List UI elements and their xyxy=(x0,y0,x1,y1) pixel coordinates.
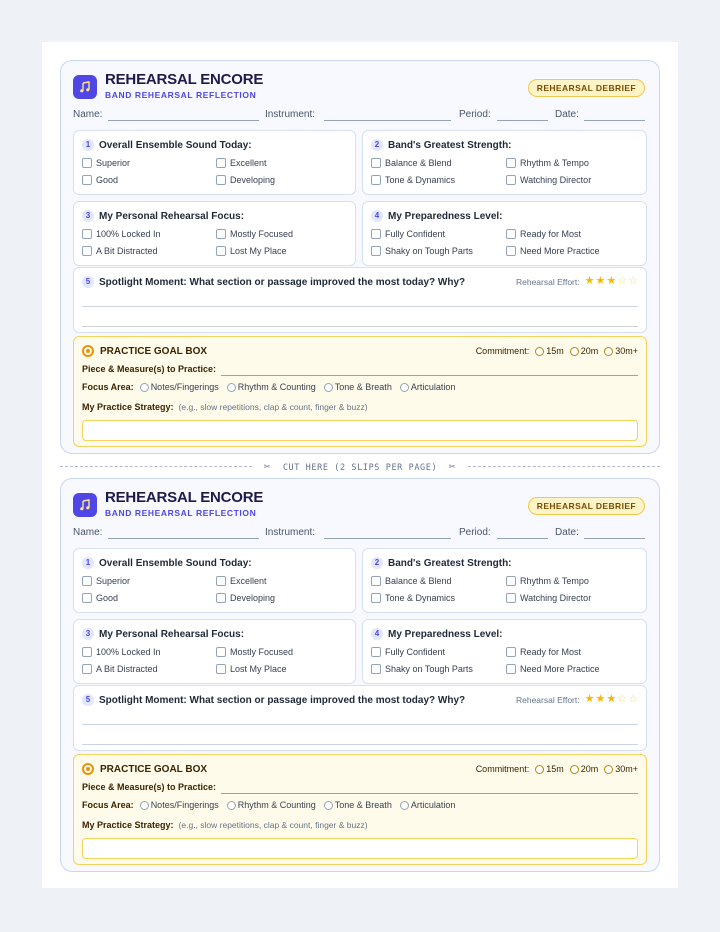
cut-instruction xyxy=(60,460,660,473)
option-label: Articulation xyxy=(410,382,456,392)
option-label: Good xyxy=(96,593,119,603)
name-field[interactable] xyxy=(108,120,259,121)
question-3-box xyxy=(73,201,356,266)
option-label: 15m xyxy=(546,764,564,774)
option-label: 100% Locked In xyxy=(96,229,161,239)
checkbox[interactable] xyxy=(506,593,516,603)
radio[interactable] xyxy=(324,801,333,810)
period-field[interactable] xyxy=(497,120,548,121)
checkbox[interactable] xyxy=(216,229,226,239)
option-label: Tone & Dynamics xyxy=(385,175,456,185)
option-label: Tone & Breath xyxy=(334,800,392,810)
star-icon[interactable]: ☆ xyxy=(617,693,628,705)
option-label: A Bit Distracted xyxy=(96,246,158,256)
question-3-heading xyxy=(82,628,244,640)
commitment-label: Commitment: xyxy=(475,346,530,356)
q1-option-good[interactable] xyxy=(82,593,118,603)
option-label: Mostly Focused xyxy=(230,647,294,657)
question-5-box xyxy=(73,267,647,333)
q4-option-shaky[interactable] xyxy=(371,664,473,674)
option-label: Watching Director xyxy=(520,593,592,603)
option-label: Fully Confident xyxy=(385,647,446,657)
question-2-heading xyxy=(371,557,512,569)
option-label: Superior xyxy=(96,158,131,168)
question-5-heading xyxy=(82,694,465,706)
radio[interactable] xyxy=(535,347,544,356)
question-5-title: Spotlight Moment: What section or passage improved the most today? Why? xyxy=(99,276,466,288)
checkbox[interactable] xyxy=(216,593,226,603)
question-4-title: My Preparedness Level: xyxy=(388,210,503,222)
strategy-label: My Practice Strategy: xyxy=(82,820,174,830)
q2-option-balance[interactable] xyxy=(371,158,452,168)
question-3-heading xyxy=(82,210,244,222)
option-label: Shaky on Tough Parts xyxy=(385,246,473,256)
option-label: Tone & Breath xyxy=(334,382,392,392)
strategy-hint: (e.g., slow repetitions, clap & count, finger & buzz) xyxy=(178,820,368,830)
option-label: Ready for Most xyxy=(520,229,582,239)
question-5-title: Spotlight Moment: What section or passage improved the most today? Why? xyxy=(99,694,466,706)
q4-option-confident[interactable] xyxy=(371,229,445,239)
option-label: Developing xyxy=(230,175,276,185)
cut-text: CUT HERE (2 SLIPS PER PAGE) xyxy=(282,463,438,473)
option-label: Good xyxy=(96,175,119,185)
question-3-box xyxy=(73,619,356,684)
answer-line-2[interactable] xyxy=(82,326,638,327)
goal-heading xyxy=(82,763,207,775)
question-2-box xyxy=(362,130,647,195)
checkbox[interactable] xyxy=(371,246,381,256)
music-note-icon xyxy=(73,75,97,99)
q4-option-ready[interactable] xyxy=(506,647,581,657)
radio[interactable] xyxy=(140,383,149,392)
answer-line-1[interactable] xyxy=(82,306,638,307)
reflection-slip-2 xyxy=(60,478,660,872)
instrument-label: Instrument: xyxy=(265,527,316,538)
star-icon[interactable]: ☆ xyxy=(628,693,638,705)
option-label: Tone & Dynamics xyxy=(385,593,456,603)
option-label: Fully Confident xyxy=(385,229,446,239)
question-2-title: Band's Greatest Strength: xyxy=(388,557,512,569)
checkbox[interactable] xyxy=(216,158,226,168)
checkbox[interactable] xyxy=(506,664,516,674)
strategy-row xyxy=(82,402,368,412)
question-1-title: Overall Ensemble Sound Today: xyxy=(99,139,252,151)
question-1-heading xyxy=(82,557,252,569)
star-icon[interactable]: ★ xyxy=(606,275,617,287)
checkbox[interactable] xyxy=(506,647,516,657)
q4-option-shaky[interactable] xyxy=(371,246,473,256)
piece-label: Piece & Measure(s) to Practice: xyxy=(82,782,217,792)
answer-line-2[interactable] xyxy=(82,744,638,745)
debrief-badge: REHEARSAL DEBRIEF xyxy=(528,497,645,515)
option-label: Balance & Blend xyxy=(385,158,452,168)
option-label: 100% Locked In xyxy=(96,647,161,657)
checkbox[interactable] xyxy=(82,664,92,674)
debrief-badge: REHEARSAL DEBRIEF xyxy=(528,79,645,97)
q3-option-distracted[interactable] xyxy=(82,246,158,256)
star-icon[interactable]: ★ xyxy=(606,693,617,705)
rehearsal-effort-rating xyxy=(516,694,638,705)
radio[interactable] xyxy=(570,765,579,774)
question-number: 5 xyxy=(82,276,94,288)
commitment-option-15m[interactable] xyxy=(535,346,564,356)
option-label: Mostly Focused xyxy=(230,229,294,239)
star-icon[interactable]: ★ xyxy=(584,693,595,705)
period-field[interactable] xyxy=(497,538,548,539)
option-label: Notes/Fingerings xyxy=(150,382,219,392)
slip-header xyxy=(73,71,647,103)
q4-option-confident[interactable] xyxy=(371,647,445,657)
question-number: 4 xyxy=(371,210,383,222)
answer-line-1[interactable] xyxy=(82,724,638,725)
option-label: Balance & Blend xyxy=(385,576,452,586)
star-icon[interactable]: ☆ xyxy=(617,275,628,287)
slip-header xyxy=(73,489,647,521)
checkbox[interactable] xyxy=(506,246,516,256)
date-field[interactable] xyxy=(584,120,645,121)
question-4-heading xyxy=(371,628,503,640)
piece-field[interactable] xyxy=(221,793,638,794)
checkbox[interactable] xyxy=(82,647,92,657)
goal-title: PRACTICE GOAL BOX xyxy=(100,763,208,775)
slip-title: REHEARSAL ENCORE xyxy=(105,71,264,88)
commitment-selector xyxy=(476,764,638,774)
checkbox[interactable] xyxy=(216,647,226,657)
piece-field[interactable] xyxy=(221,375,638,376)
q1-option-developing[interactable] xyxy=(216,175,275,185)
option-label: Ready for Most xyxy=(520,647,582,657)
radio[interactable] xyxy=(604,347,613,356)
question-number: 2 xyxy=(371,557,383,569)
focus-option-articulation[interactable] xyxy=(400,800,456,810)
q3-option-lost-place[interactable] xyxy=(216,664,287,674)
focus-option-notes[interactable] xyxy=(140,800,219,810)
music-note-icon xyxy=(73,493,97,517)
q4-option-need-practice[interactable] xyxy=(506,246,600,256)
focus-option-rhythm[interactable] xyxy=(227,382,316,392)
commitment-option-20m[interactable] xyxy=(570,346,599,356)
checkbox[interactable] xyxy=(371,158,381,168)
q3-option-lost-place[interactable] xyxy=(216,246,287,256)
option-label: Notes/Fingerings xyxy=(150,800,219,810)
commitment-option-20m[interactable] xyxy=(570,764,599,774)
focus-area-options xyxy=(82,382,463,392)
question-2-title: Band's Greatest Strength: xyxy=(388,139,512,151)
option-label: Watching Director xyxy=(520,175,592,185)
strategy-input[interactable] xyxy=(82,838,638,859)
checkbox[interactable] xyxy=(506,576,516,586)
scissors-icon: ✂ xyxy=(263,460,272,473)
practice-goal-box xyxy=(73,336,647,447)
period-label: Period: xyxy=(459,109,491,120)
checkbox[interactable] xyxy=(216,246,226,256)
commitment-selector xyxy=(476,346,638,356)
slip-title: REHEARSAL ENCORE xyxy=(105,489,264,506)
question-5-box xyxy=(73,685,647,751)
q1-option-excellent[interactable] xyxy=(216,158,267,168)
option-label: Rhythm & Tempo xyxy=(520,576,589,586)
radio[interactable] xyxy=(324,383,333,392)
focus-option-rhythm[interactable] xyxy=(227,800,316,810)
checkbox[interactable] xyxy=(82,576,92,586)
target-icon xyxy=(82,763,94,775)
q1-option-good[interactable] xyxy=(82,175,118,185)
target-icon xyxy=(82,345,94,357)
q2-option-director[interactable] xyxy=(506,593,591,603)
worksheet-page xyxy=(42,42,678,888)
checkbox[interactable] xyxy=(82,158,92,168)
checkbox[interactable] xyxy=(506,175,516,185)
name-label: Name: xyxy=(73,109,103,120)
radio[interactable] xyxy=(400,801,409,810)
commitment-option-15m[interactable] xyxy=(535,764,564,774)
strategy-hint: (e.g., slow repetitions, clap & count, finger & buzz) xyxy=(178,402,368,412)
q3-option-locked-in[interactable] xyxy=(82,647,161,657)
checkbox[interactable] xyxy=(371,576,381,586)
q1-option-superior[interactable] xyxy=(82,158,130,168)
radio[interactable] xyxy=(140,801,149,810)
checkbox[interactable] xyxy=(371,229,381,239)
q4-option-need-practice[interactable] xyxy=(506,664,600,674)
focus-label: Focus Area: xyxy=(82,800,134,810)
radio[interactable] xyxy=(227,383,236,392)
slip-subtitle: BAND REHEARSAL REFLECTION xyxy=(105,508,257,518)
effort-label: Rehearsal Effort: xyxy=(515,694,580,705)
q3-option-mostly-focused[interactable] xyxy=(216,229,293,239)
student-info-row xyxy=(73,107,647,123)
question-4-box xyxy=(362,619,647,684)
q1-option-superior[interactable] xyxy=(82,576,130,586)
date-field[interactable] xyxy=(584,538,645,539)
q2-option-tone[interactable] xyxy=(371,175,455,185)
checkbox[interactable] xyxy=(371,593,381,603)
goal-heading xyxy=(82,345,207,357)
radio[interactable] xyxy=(604,765,613,774)
question-5-heading xyxy=(82,276,465,288)
instrument-field[interactable] xyxy=(324,120,451,121)
cut-line xyxy=(60,458,660,474)
focus-option-tone[interactable] xyxy=(324,382,392,392)
strategy-input[interactable] xyxy=(82,420,638,441)
checkbox[interactable] xyxy=(371,647,381,657)
rehearsal-effort-rating xyxy=(516,276,638,287)
checkbox[interactable] xyxy=(216,175,226,185)
checkbox[interactable] xyxy=(82,593,92,603)
checkbox[interactable] xyxy=(82,229,92,239)
question-3-title: My Personal Rehearsal Focus: xyxy=(99,210,245,222)
question-number: 1 xyxy=(82,557,94,569)
practice-goal-box xyxy=(73,754,647,865)
scissors-icon: ✂ xyxy=(448,460,457,473)
date-label: Date: xyxy=(555,109,579,120)
instrument-field[interactable] xyxy=(324,538,451,539)
option-label: 15m xyxy=(546,346,564,356)
radio[interactable] xyxy=(570,347,579,356)
option-label: Need More Practice xyxy=(520,246,600,256)
period-label: Period: xyxy=(459,527,491,538)
checkbox[interactable] xyxy=(82,246,92,256)
q2-option-rhythm[interactable] xyxy=(506,576,589,586)
date-label: Date: xyxy=(555,527,579,538)
option-label: Developing xyxy=(230,593,276,603)
star-icon[interactable]: ★ xyxy=(595,275,606,287)
option-label: Need More Practice xyxy=(520,664,600,674)
focus-option-tone[interactable] xyxy=(324,800,392,810)
question-number: 2 xyxy=(371,139,383,151)
question-4-box xyxy=(362,201,647,266)
commitment-option-30m[interactable] xyxy=(604,346,638,356)
focus-area-options xyxy=(82,800,463,810)
option-label: 20m xyxy=(580,764,599,774)
option-label: Excellent xyxy=(230,576,267,586)
reflection-slip-1 xyxy=(60,60,660,454)
radio[interactable] xyxy=(400,383,409,392)
star-icon[interactable]: ☆ xyxy=(628,275,638,287)
question-1-box xyxy=(73,130,356,195)
option-label: Superior xyxy=(96,576,131,586)
option-label: Shaky on Tough Parts xyxy=(385,664,473,674)
option-label: 30m+ xyxy=(615,764,638,774)
question-3-title: My Personal Rehearsal Focus: xyxy=(99,628,245,640)
checkbox[interactable] xyxy=(371,175,381,185)
option-label: 30m+ xyxy=(615,346,638,356)
strategy-row xyxy=(82,820,368,830)
question-1-heading xyxy=(82,139,252,151)
option-label: Lost My Place xyxy=(230,664,287,674)
commitment-label: Commitment: xyxy=(475,764,530,774)
radio[interactable] xyxy=(227,801,236,810)
q4-option-ready[interactable] xyxy=(506,229,581,239)
q3-option-distracted[interactable] xyxy=(82,664,158,674)
q2-option-director[interactable] xyxy=(506,175,591,185)
star-icon[interactable]: ★ xyxy=(584,275,595,287)
strategy-label: My Practice Strategy: xyxy=(82,402,174,412)
option-label: Excellent xyxy=(230,158,267,168)
slip-subtitle: BAND REHEARSAL REFLECTION xyxy=(105,90,257,100)
focus-option-notes[interactable] xyxy=(140,382,219,392)
q3-option-mostly-focused[interactable] xyxy=(216,647,293,657)
effort-label: Rehearsal Effort: xyxy=(515,276,580,287)
q1-option-excellent[interactable] xyxy=(216,576,267,586)
star-icon[interactable]: ★ xyxy=(595,693,606,705)
piece-label: Piece & Measure(s) to Practice: xyxy=(82,364,217,374)
checkbox[interactable] xyxy=(506,158,516,168)
question-1-box xyxy=(73,548,356,613)
question-2-box xyxy=(362,548,647,613)
question-4-title: My Preparedness Level: xyxy=(388,628,503,640)
question-2-heading xyxy=(371,139,512,151)
option-label: 20m xyxy=(580,346,599,356)
question-number: 4 xyxy=(371,628,383,640)
checkbox[interactable] xyxy=(216,664,226,674)
checkbox[interactable] xyxy=(506,229,516,239)
checkbox[interactable] xyxy=(371,664,381,674)
commitment-option-30m[interactable] xyxy=(604,764,638,774)
question-number: 3 xyxy=(82,210,94,222)
option-label: Rhythm & Counting xyxy=(237,800,316,810)
option-label: Rhythm & Counting xyxy=(237,382,316,392)
q2-option-rhythm[interactable] xyxy=(506,158,589,168)
checkbox[interactable] xyxy=(82,175,92,185)
option-label: Articulation xyxy=(410,800,456,810)
question-number: 1 xyxy=(82,139,94,151)
checkbox[interactable] xyxy=(216,576,226,586)
q1-option-developing[interactable] xyxy=(216,593,275,603)
q2-option-tone[interactable] xyxy=(371,593,455,603)
question-number: 3 xyxy=(82,628,94,640)
focus-option-articulation[interactable] xyxy=(400,382,456,392)
option-label: Rhythm & Tempo xyxy=(520,158,589,168)
question-4-heading xyxy=(371,210,503,222)
instrument-label: Instrument: xyxy=(265,109,316,120)
q2-option-balance[interactable] xyxy=(371,576,452,586)
question-number: 5 xyxy=(82,694,94,706)
name-field[interactable] xyxy=(108,538,259,539)
option-label: A Bit Distracted xyxy=(96,664,158,674)
student-info-row xyxy=(73,525,647,541)
goal-title: PRACTICE GOAL BOX xyxy=(100,345,208,357)
name-label: Name: xyxy=(73,527,103,538)
radio[interactable] xyxy=(535,765,544,774)
focus-label: Focus Area: xyxy=(82,382,134,392)
q3-option-locked-in[interactable] xyxy=(82,229,161,239)
question-1-title: Overall Ensemble Sound Today: xyxy=(99,557,252,569)
option-label: Lost My Place xyxy=(230,246,287,256)
